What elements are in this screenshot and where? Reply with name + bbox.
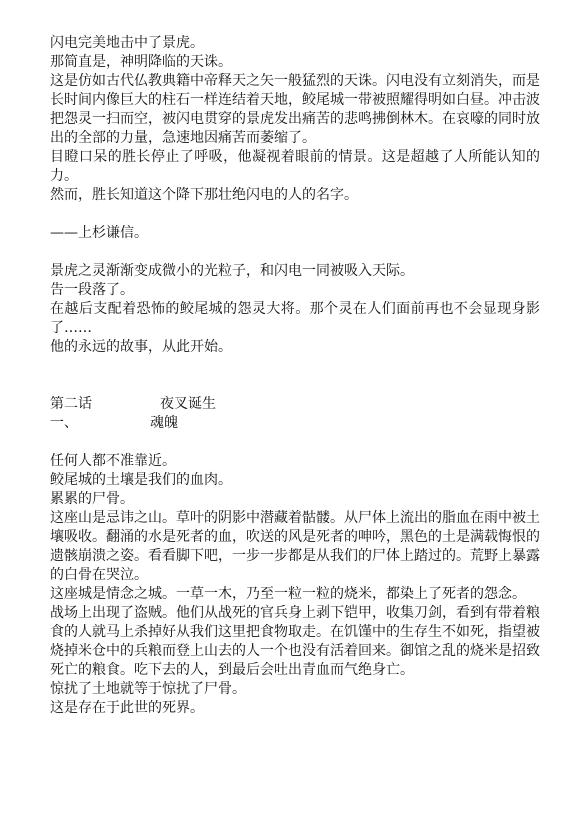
blank-line (50, 357, 540, 395)
paragraph: 那简直是，神明降临的天诛。 (50, 54, 232, 70)
section-title: 魂魄 (150, 415, 178, 431)
paragraph: 目瞪口呆的胜长停止了呼吸，他凝视着眼前的情景。这是超越了人所能认知的力。 (50, 149, 540, 184)
section-number: 一、 (50, 415, 78, 431)
paragraph: 这是仿如古代仏教典籍中帝释天之矢一般猛烈的天诛。闪电没有立刻消失，而是长时间内像巨大的柱石一样连结着天地，鲛尾城一带被照耀得明如白昼。冲击波把怨灵一扫而空，被闪电贯穿的景虎发出痛苦的悲鸣拂倒林木。在哀嚎的同时放出的全部的力量，急速地因痛苦而萎缩了。 (50, 73, 540, 146)
paragraph: 惊扰了土地就等于惊扰了尸骨。 (50, 681, 246, 697)
section-heading (50, 414, 540, 433)
chapter-title: 夜叉诞生 (160, 396, 216, 412)
signature-line: ——上杉谦信。 (50, 225, 148, 241)
paragraph: 告一段落了。 (50, 282, 134, 298)
paragraph: 他的永远的故事，从此开始。 (50, 339, 232, 355)
blank-line (50, 205, 540, 224)
paragraph: 然而，胜长知道这个降下那壮绝闪电的人的名字。 (50, 187, 358, 203)
paragraph: 累累的尸骨。 (50, 491, 134, 507)
paragraph: 任何人都不准靠近。 (50, 453, 176, 469)
paragraph: 鲛尾城的土壤是我们的血肉。 (50, 472, 232, 488)
paragraph: 在越后支配着恐怖的鲛尾城的怨灵大将。那个灵在人们面前再也不会显现身影了…… (50, 301, 540, 336)
blank-line (50, 433, 540, 452)
paragraph: 景虎之灵渐渐变成微小的光粒子，和闪电一同被吸入天际。 (50, 263, 414, 279)
chapter-number: 第二话 (50, 396, 92, 412)
paragraph: 这座山是忌讳之山。草叶的阴影中潜藏着骷髅。从尸体上流出的脂血在雨中被土壤吸收。翻涌的水是死者的血，吹送的风是死者的呻吟，黑色的土是满载悔恨的遗骸崩溃之姿。看看脚下吧，一步一步都是从我们的尸体上踏过的。荒野上暴露的白骨在哭泣。 (50, 510, 540, 583)
paragraph: 闪电完美地击中了景虎。 (50, 35, 204, 51)
blank-line (50, 243, 540, 262)
paragraph: 这是存在于此世的死界。 (50, 700, 204, 716)
chapter-heading (50, 395, 540, 414)
paragraph: 战场上出现了盗贼。他们从战死的官兵身上剥下铠甲，收集刀剑，看到有带着粮食的人就马上杀掉好从我们这里把食物取走。在饥馑中的生存生不如死，指望被烧掉米仓中的兵粮而登上山去的人一个也没有活着回来。御馆之乱的烧米是招致死亡的粮食。吃下去的人，到最后会吐出青血而气绝身亡。 (50, 605, 540, 678)
paragraph: 这座城是情念之城。一草一木，乃至一粒一粒的烧米，都染上了死者的怨念。 (50, 586, 526, 602)
document-page (50, 34, 540, 718)
